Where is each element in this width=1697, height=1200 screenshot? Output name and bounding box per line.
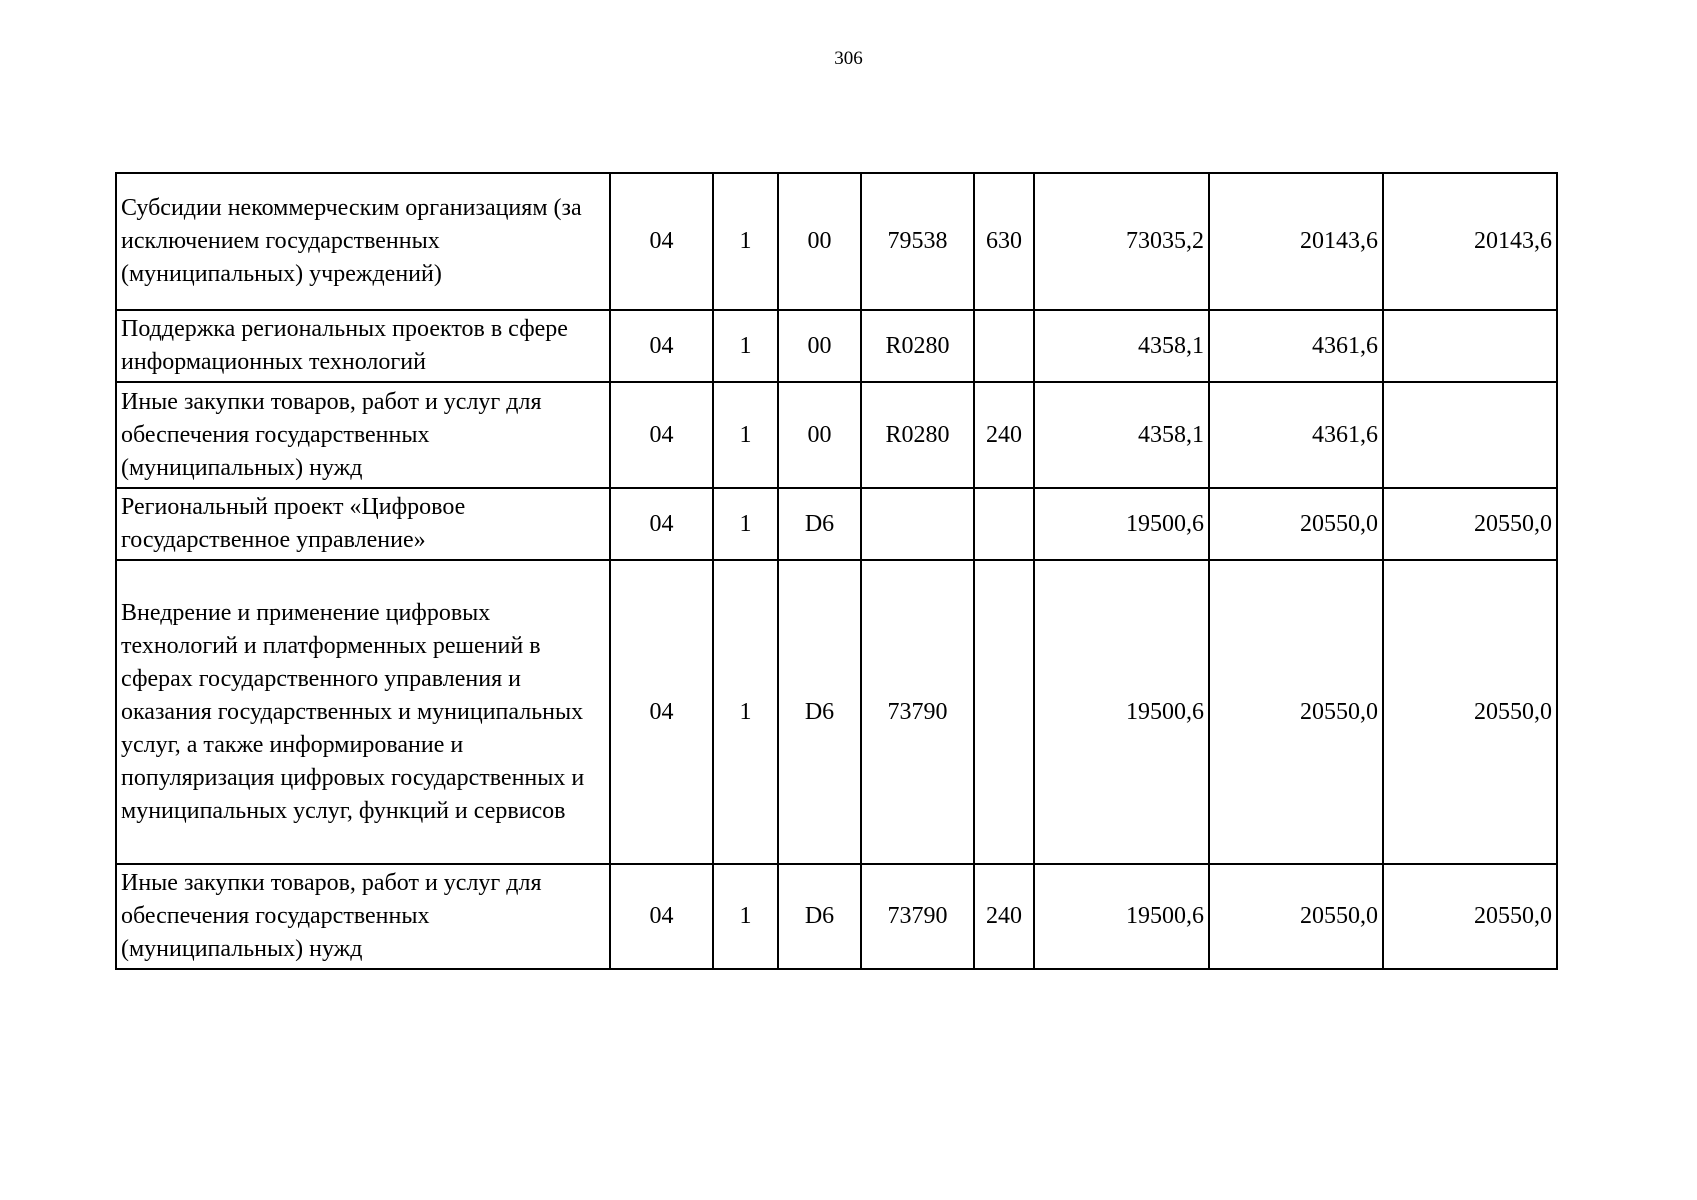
table-row [116, 864, 1557, 969]
program-code: 1 [713, 864, 778, 969]
subprogram-code: 00 [778, 173, 861, 310]
amount-2: 20550,0 [1209, 560, 1383, 864]
row-name: Поддержка региональных проектов в сфере информационных технологий [116, 310, 610, 382]
expense-type-code [974, 488, 1034, 560]
amount-3 [1383, 382, 1557, 488]
table-row [116, 310, 1557, 382]
subprogram-code: D6 [778, 488, 861, 560]
amount-3: 20550,0 [1383, 560, 1557, 864]
section-code: 04 [610, 560, 713, 864]
expense-type-code: 240 [974, 382, 1034, 488]
program-code: 1 [713, 382, 778, 488]
page-number: 306 [834, 48, 863, 69]
amount-1: 73035,2 [1034, 173, 1209, 310]
amount-1: 19500,6 [1034, 560, 1209, 864]
section-code: 04 [610, 173, 713, 310]
amount-2: 4361,6 [1209, 310, 1383, 382]
table-row [116, 382, 1557, 488]
expense-type-code: 630 [974, 173, 1034, 310]
row-name: Региональный проект «Цифровое государственное управление» [116, 488, 610, 560]
table-row [116, 488, 1557, 560]
target-article-code: 73790 [861, 560, 974, 864]
row-name: Субсидии некоммерческим организациям (за исключением государственных (муниципальных) учреждений) [116, 173, 610, 310]
section-code: 04 [610, 382, 713, 488]
target-article-code: 79538 [861, 173, 974, 310]
section-code: 04 [610, 488, 713, 560]
target-article-code: 73790 [861, 864, 974, 969]
program-code: 1 [713, 488, 778, 560]
subprogram-code: 00 [778, 310, 861, 382]
amount-1: 4358,1 [1034, 382, 1209, 488]
amount-3: 20550,0 [1383, 488, 1557, 560]
program-code: 1 [713, 173, 778, 310]
table-row [116, 173, 1557, 310]
subprogram-code: D6 [778, 560, 861, 864]
amount-3: 20143,6 [1383, 173, 1557, 310]
row-name: Иные закупки товаров, работ и услуг для обеспечения государственных (муниципальных) нужд [116, 864, 610, 969]
budget-table [115, 172, 1558, 970]
program-code: 1 [713, 310, 778, 382]
target-article-code: R0280 [861, 382, 974, 488]
amount-3: 20550,0 [1383, 864, 1557, 969]
section-code: 04 [610, 864, 713, 969]
subprogram-code: 00 [778, 382, 861, 488]
row-name: Внедрение и применение цифровых технологий и платформенных решений в сферах государственного управления и оказания государственных и муниципальных услуг, а также информирование и популяризация цифровых государственных и муниципальных услуг, функций и сервисов [116, 560, 610, 864]
row-name: Иные закупки товаров, работ и услуг для обеспечения государственных (муниципальных) нужд [116, 382, 610, 488]
amount-1: 4358,1 [1034, 310, 1209, 382]
expense-type-code [974, 560, 1034, 864]
target-article-code: R0280 [861, 310, 974, 382]
amount-2: 20550,0 [1209, 488, 1383, 560]
program-code: 1 [713, 560, 778, 864]
table-row [116, 560, 1557, 864]
expense-type-code: 240 [974, 864, 1034, 969]
amount-1: 19500,6 [1034, 488, 1209, 560]
amount-1: 19500,6 [1034, 864, 1209, 969]
amount-2: 20143,6 [1209, 173, 1383, 310]
amount-2: 20550,0 [1209, 864, 1383, 969]
section-code: 04 [610, 310, 713, 382]
amount-2: 4361,6 [1209, 382, 1383, 488]
target-article-code [861, 488, 974, 560]
amount-3 [1383, 310, 1557, 382]
expense-type-code [974, 310, 1034, 382]
subprogram-code: D6 [778, 864, 861, 969]
